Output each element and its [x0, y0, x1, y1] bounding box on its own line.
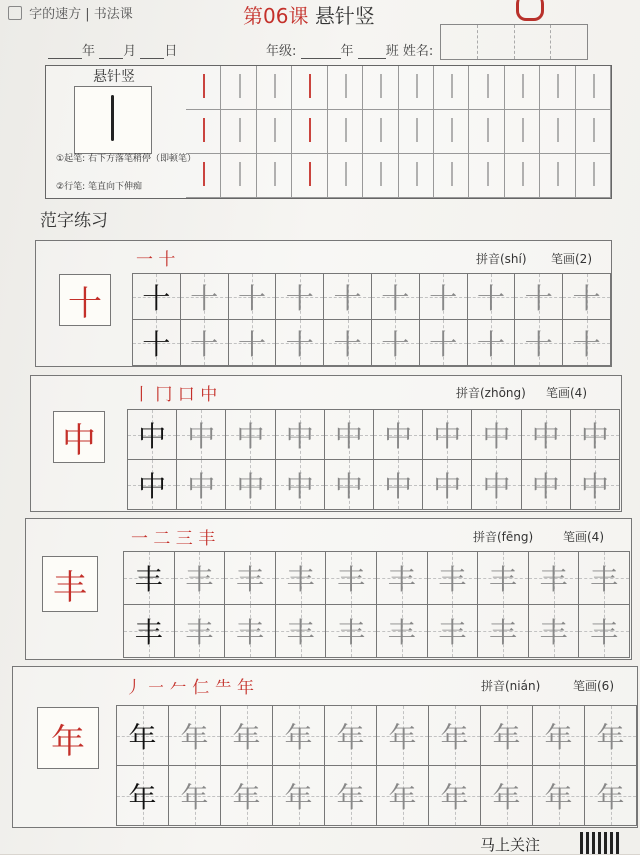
practice-cell[interactable] [468, 274, 516, 320]
cell-character: 丰 [185, 616, 214, 649]
cell-character: 十 [285, 281, 314, 315]
lesson-title [243, 0, 375, 29]
cell-character: 中 [187, 469, 216, 503]
trace-model-cell[interactable] [124, 605, 175, 658]
practice-cell[interactable] [472, 410, 521, 460]
practice-cell[interactable] [529, 605, 580, 658]
practice-cell[interactable] [472, 460, 521, 510]
cell-character: 年 [492, 780, 521, 814]
cell-character: 十 [285, 327, 314, 361]
model-character: 中 [53, 411, 105, 463]
trace-model-cell[interactable] [117, 706, 169, 766]
stroke-order: 一 十 [136, 250, 176, 270]
cell-character: 年 [180, 720, 209, 754]
cell-character: 中 [138, 419, 167, 453]
cell-character: 丰 [286, 563, 315, 596]
lesson-number: 第06课 [243, 4, 309, 28]
cell-character: 中 [580, 469, 609, 503]
cell-character: 中 [384, 419, 413, 453]
practice-cell[interactable] [579, 605, 630, 658]
pinyin-label: 拼音(fēng) [473, 530, 534, 544]
cell-character: 年 [284, 780, 313, 814]
stroke-count-label: 笔画(2) [551, 252, 592, 266]
section-heading: 范字练习 [40, 211, 108, 231]
practice-cell[interactable] [225, 552, 276, 605]
cell-character: 年 [388, 780, 417, 814]
brand-logo [8, 3, 133, 22]
cell-character: 十 [524, 281, 553, 315]
stroke-order: 丨 冂 口 中 [133, 385, 218, 405]
cell-character: 十 [429, 327, 458, 361]
name-writing-grid[interactable] [440, 24, 588, 60]
stroke-order: 一 二 三 丰 [131, 529, 216, 549]
character-block-feng [25, 518, 632, 660]
cell-character: 丰 [286, 616, 315, 649]
practice-cell[interactable] [221, 706, 273, 766]
cell-character: 年 [596, 780, 625, 814]
practice-cell[interactable] [177, 410, 226, 460]
practice-cell[interactable] [276, 320, 324, 366]
practice-cell[interactable] [169, 706, 221, 766]
practice-cell[interactable] [276, 410, 325, 460]
stroke-count-label: 笔画(4) [563, 530, 604, 544]
cell-character: 十 [190, 281, 219, 315]
practice-cell[interactable] [324, 320, 372, 366]
cell-character: 年 [128, 720, 157, 754]
practice-cell[interactable] [515, 320, 563, 366]
cell-character: 丰 [387, 616, 416, 649]
practice-cell[interactable] [177, 460, 226, 510]
practice-cell[interactable] [423, 460, 472, 510]
cell-character: 丰 [185, 563, 214, 596]
cell-character: 中 [187, 419, 216, 453]
model-character: 丰 [42, 556, 98, 612]
practice-cell[interactable] [175, 552, 226, 605]
cell-character: 年 [440, 780, 469, 814]
day-label: 日 [164, 44, 178, 59]
practice-cell[interactable] [325, 706, 377, 766]
practice-cell[interactable] [276, 605, 327, 658]
cell-character: 丰 [235, 616, 264, 649]
grade-label: 年级: [266, 44, 297, 59]
cell-character: 十 [237, 281, 266, 315]
model-character: 十 [59, 274, 111, 326]
practice-cell[interactable] [169, 766, 221, 826]
writing-grid[interactable] [116, 705, 637, 826]
cell-character: 丰 [134, 616, 163, 649]
stroke-demo-box [74, 86, 152, 154]
cell-character: 中 [433, 469, 462, 503]
brand-text: 字的速方 | 书法课 [29, 7, 133, 22]
cell-character: 十 [190, 327, 219, 361]
cell-character: 丰 [590, 616, 619, 649]
cell-character: 年 [492, 720, 521, 754]
name-label: 姓名: [402, 44, 434, 59]
cell-character: 中 [580, 419, 609, 453]
practice-cell[interactable] [571, 410, 620, 460]
pinyin-label: 拼音(shí) [476, 252, 527, 266]
cell-character: 十 [333, 281, 362, 315]
cell-character: 年 [336, 780, 365, 814]
month-label: 月 [123, 44, 137, 59]
cell-character: 丰 [438, 563, 467, 596]
practice-cell[interactable] [325, 766, 377, 826]
practice-cell[interactable] [276, 460, 325, 510]
practice-cell[interactable] [181, 320, 229, 366]
practice-cell[interactable] [226, 410, 275, 460]
practice-cell[interactable] [326, 605, 377, 658]
practice-cell[interactable] [522, 460, 571, 510]
cell-character: 十 [381, 281, 410, 315]
practice-cell[interactable] [325, 410, 374, 460]
cell-character: 丰 [539, 616, 568, 649]
practice-cell[interactable] [175, 605, 226, 658]
cell-character: 中 [384, 469, 413, 503]
cell-character: 丰 [539, 563, 568, 596]
cell-character: 丰 [488, 563, 517, 596]
practice-cell[interactable] [374, 460, 423, 510]
cell-character: 中 [531, 419, 560, 453]
practice-cell[interactable] [372, 274, 420, 320]
practice-cell[interactable] [579, 552, 630, 605]
class-year-label: 年 [340, 44, 354, 59]
practice-cell[interactable] [420, 320, 468, 366]
trace-model-cell[interactable] [117, 766, 169, 826]
stroke-rule-2: ②行笔: 笔直向下伸痴 [56, 182, 142, 192]
practice-cell[interactable] [276, 274, 324, 320]
stroke-order: 丿 ㇐ 𠂉 仁 ⺧ 年 [125, 678, 255, 698]
cell-character: 丰 [438, 616, 467, 649]
writing-grid[interactable] [127, 409, 620, 510]
pinyin-label: 拼音(nián) [481, 679, 541, 693]
model-character: 年 [37, 707, 99, 769]
cell-character: 丰 [235, 563, 264, 596]
cell-character: 十 [476, 327, 505, 361]
student-info-row [266, 40, 433, 59]
year-label: 年 [82, 44, 96, 59]
cell-character: 中 [433, 419, 462, 453]
vertical-stroke-icon [111, 95, 114, 141]
practice-cell[interactable] [585, 766, 637, 826]
practice-cell[interactable] [481, 706, 533, 766]
character-block-shi [35, 240, 612, 367]
cell-character: 十 [142, 327, 171, 361]
trace-model-cell[interactable] [128, 460, 177, 510]
paper-clip-icon [516, 0, 544, 21]
practice-cell[interactable] [377, 706, 429, 766]
cell-character: 年 [180, 780, 209, 814]
practice-cell[interactable] [522, 410, 571, 460]
practice-cell[interactable] [226, 460, 275, 510]
practice-cell[interactable] [423, 410, 472, 460]
cell-character: 中 [482, 469, 511, 503]
practice-cell[interactable] [377, 605, 428, 658]
practice-cell[interactable] [571, 460, 620, 510]
cell-character: 中 [531, 469, 560, 503]
practice-cell[interactable] [481, 766, 533, 826]
practice-cell[interactable] [420, 274, 468, 320]
cell-character: 年 [284, 720, 313, 754]
practice-cell[interactable] [429, 706, 481, 766]
practice-cell[interactable] [377, 766, 429, 826]
date-field-row [48, 40, 177, 59]
cell-character: 中 [285, 419, 314, 453]
practice-cell[interactable] [428, 552, 479, 605]
cell-character: 中 [236, 419, 265, 453]
writing-grid[interactable] [132, 273, 611, 366]
practice-cell[interactable] [515, 274, 563, 320]
cell-character: 十 [142, 281, 171, 315]
stroke-count-label: 笔画(4) [546, 386, 587, 400]
practice-cell[interactable] [225, 605, 276, 658]
cell-character: 年 [232, 720, 261, 754]
cell-character: 年 [544, 780, 573, 814]
cell-character: 十 [429, 281, 458, 315]
qr-code-icon [580, 832, 620, 854]
practice-cell[interactable] [563, 320, 611, 366]
character-block-zhong [30, 375, 622, 512]
cell-character: 年 [596, 720, 625, 754]
character-block-nian [12, 666, 638, 828]
practice-cell[interactable] [429, 766, 481, 826]
practice-cell[interactable] [221, 766, 273, 826]
cell-character: 十 [572, 327, 601, 361]
cell-character: 丰 [337, 616, 366, 649]
cell-character: 年 [440, 720, 469, 754]
stroke-title: 悬针竖 [93, 69, 135, 85]
cell-character: 年 [128, 780, 157, 814]
practice-cell[interactable] [276, 552, 327, 605]
practice-cell[interactable] [585, 706, 637, 766]
practice-cell[interactable] [533, 766, 585, 826]
brand-seal-icon [8, 6, 22, 20]
practice-cell[interactable] [374, 410, 423, 460]
cell-character: 十 [237, 327, 266, 361]
cell-character: 丰 [134, 563, 163, 596]
lesson-name: 悬针竖 [314, 4, 375, 28]
cell-character: 年 [544, 720, 573, 754]
cell-character: 中 [236, 469, 265, 503]
cell-character: 年 [388, 720, 417, 754]
cell-character: 十 [572, 281, 601, 315]
cell-character: 丰 [337, 563, 366, 596]
practice-cell[interactable] [428, 605, 479, 658]
class-label: 班 [385, 44, 399, 59]
cell-character: 年 [336, 720, 365, 754]
follow-text: 马上关注 [480, 836, 541, 854]
cell-character: 中 [482, 419, 511, 453]
practice-cell[interactable] [273, 706, 325, 766]
practice-cell[interactable] [326, 552, 377, 605]
cell-character: 十 [333, 327, 362, 361]
practice-cell[interactable] [468, 320, 516, 366]
practice-cell[interactable] [377, 552, 428, 605]
cell-character: 丰 [488, 616, 517, 649]
stroke-count-label: 笔画(6) [573, 679, 614, 693]
practice-cell[interactable] [478, 605, 529, 658]
practice-cell[interactable] [325, 460, 374, 510]
practice-cell[interactable] [181, 274, 229, 320]
stroke-practice-panel [45, 65, 612, 199]
cell-character: 中 [334, 469, 363, 503]
cell-character: 中 [334, 419, 363, 453]
trace-model-cell[interactable] [128, 410, 177, 460]
practice-cell[interactable] [273, 766, 325, 826]
pinyin-label: 拼音(zhōng) [456, 386, 526, 400]
practice-cell[interactable] [563, 274, 611, 320]
cell-character: 中 [285, 469, 314, 503]
cell-character: 中 [138, 469, 167, 503]
practice-cell[interactable] [529, 552, 580, 605]
cell-character: 年 [232, 780, 261, 814]
cell-character: 十 [476, 281, 505, 315]
practice-cell[interactable] [229, 274, 277, 320]
trace-model-cell[interactable] [124, 552, 175, 605]
practice-cell[interactable] [533, 706, 585, 766]
practice-cell[interactable] [324, 274, 372, 320]
stroke-practice-grid[interactable] [186, 66, 611, 198]
practice-cell[interactable] [229, 320, 277, 366]
stroke-rule-1: ①起笔: 右下方落笔稍停（即顿笔） [56, 154, 196, 164]
cell-character: 丰 [387, 563, 416, 596]
practice-cell[interactable] [478, 552, 529, 605]
writing-grid[interactable] [123, 551, 630, 658]
practice-cell[interactable] [372, 320, 420, 366]
trace-model-cell[interactable] [133, 320, 181, 366]
cell-character: 十 [524, 327, 553, 361]
cell-character: 十 [381, 327, 410, 361]
cell-character: 丰 [590, 563, 619, 596]
trace-model-cell[interactable] [133, 274, 181, 320]
